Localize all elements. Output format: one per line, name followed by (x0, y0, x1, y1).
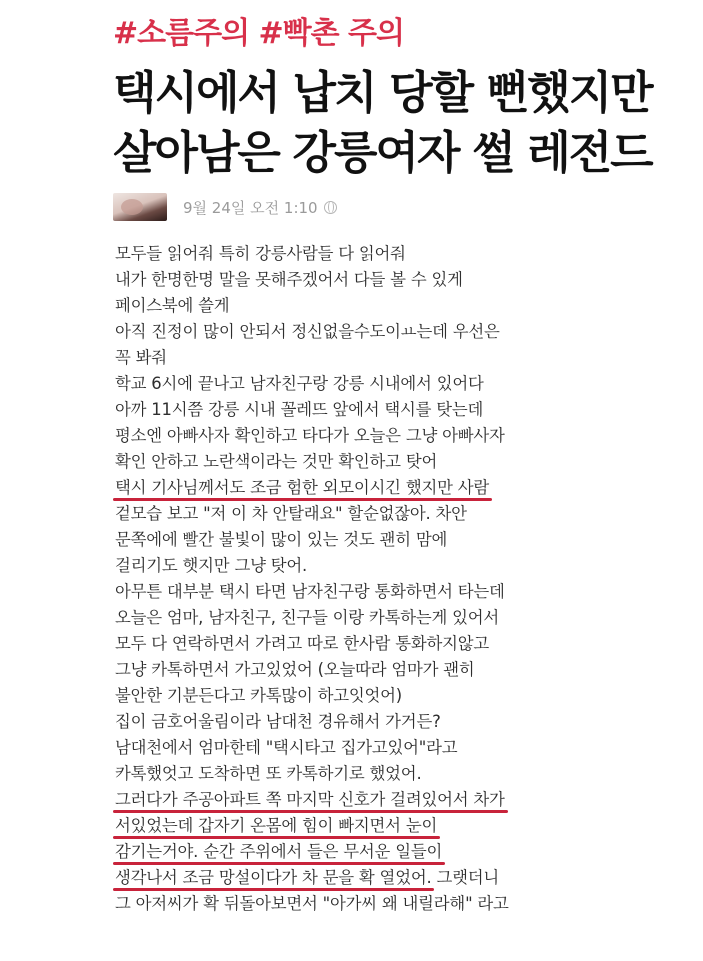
body-line-underlined (115, 813, 695, 839)
body-line: 페이스북에 쓸게 (115, 296, 230, 315)
post-body (115, 241, 695, 917)
body-line: 내가 한명한명 말을 못해주겠어서 다들 볼 수 있게 (115, 270, 463, 289)
underline-highlight: 생각나서 조금 망설이다가 차 문을 확 열었어. (115, 865, 431, 891)
body-line-underlined (115, 865, 695, 891)
body-line: 모두 다 연락하면서 가려고 따로 한사람 통화하지않고 (115, 634, 489, 653)
body-line: 카톡했엇고 도착하면 또 카톡하기로 했었어. (115, 764, 422, 783)
body-line: 오늘은 엄마, 남자친구, 친구들 이랑 카톡하는게 있어서 (115, 608, 500, 627)
body-line: 그냥 카톡하면서 가고있었어 (오늘따라 엄마가 괜히 (115, 660, 475, 679)
underline-highlight: 서있었는데 갑자기 온몸에 힘이 빠지면서 눈이 (115, 813, 437, 839)
body-line: 평소엔 아빠사자 확인하고 타다가 오늘은 그냥 아빠사자 (115, 426, 505, 445)
body-line: 아까 11시쯤 강릉 시내 꼴레뜨 앞에서 택시를 탓는데 (115, 400, 484, 419)
body-line-underlined (115, 839, 695, 865)
body-line: 꼭 봐줘 (115, 348, 167, 367)
body-line: 아무튼 대부분 택시 타면 남자친구랑 통화하면서 타는데 (115, 582, 505, 601)
body-line: 겉모습 보고 "저 이 차 안탈래요" 할순없잖아. 차안 (115, 504, 467, 523)
underline-highlight: 택시 기사님께서도 조금 험한 외모이시긴 했지만 사람 (115, 475, 489, 501)
body-line: 남대천에서 엄마한테 "택시타고 집가고있어"라고 (115, 738, 458, 757)
body-line: 집이 금호어울림이라 남대천 경유해서 가거든? (115, 712, 441, 731)
body-line: 그 아저씨가 확 뒤돌아보면서 "아가씨 왜 내릴라해" 라고 (115, 894, 509, 913)
underline-highlight: 그러다가 주공아파트 쪽 마지막 신호가 걸려있어서 차가 (115, 787, 505, 813)
globe-icon (324, 201, 337, 214)
avatar[interactable] (113, 193, 167, 221)
body-line: 학교 6시에 끝나고 남자친구랑 강릉 시내에서 있어다 (115, 374, 484, 393)
post-meta (183, 197, 337, 218)
body-line: 아직 진정이 많이 안되서 정신없을수도이ㅛ는데 우선은 (115, 322, 500, 341)
body-line: 모두들 읽어줘 특히 강릉사람들 다 읽어줘 (115, 244, 406, 263)
hashtag-line: #소름주의 #빡촌 주의 (113, 16, 405, 51)
body-line-tail: 그랫더니 (431, 868, 500, 887)
headline-line-2: 살아남은 강릉여자 썰 레전드 (113, 126, 652, 179)
body-line: 문쪽에에 빨간 불빛이 많이 있는 것도 괜히 맘에 (115, 530, 448, 549)
post-timestamp: 9월 24일 오전 1:10 (183, 199, 318, 217)
body-line: 불안한 기분든다고 카톡많이 하고잇엇어) (115, 686, 402, 705)
headline-line-1: 택시에서 납치 당할 뻔했지만 (113, 66, 652, 119)
underline-highlight: 감기는거야. 순간 주위에서 들은 무서운 일들이 (115, 839, 442, 865)
body-line: 확인 안하고 노란색이라는 것만 확인하고 탓어 (115, 452, 438, 471)
body-line: 걸리기도 햇지만 그냥 탓어. (115, 556, 308, 575)
body-line-underlined (115, 787, 695, 813)
body-line-underlined (115, 475, 695, 501)
